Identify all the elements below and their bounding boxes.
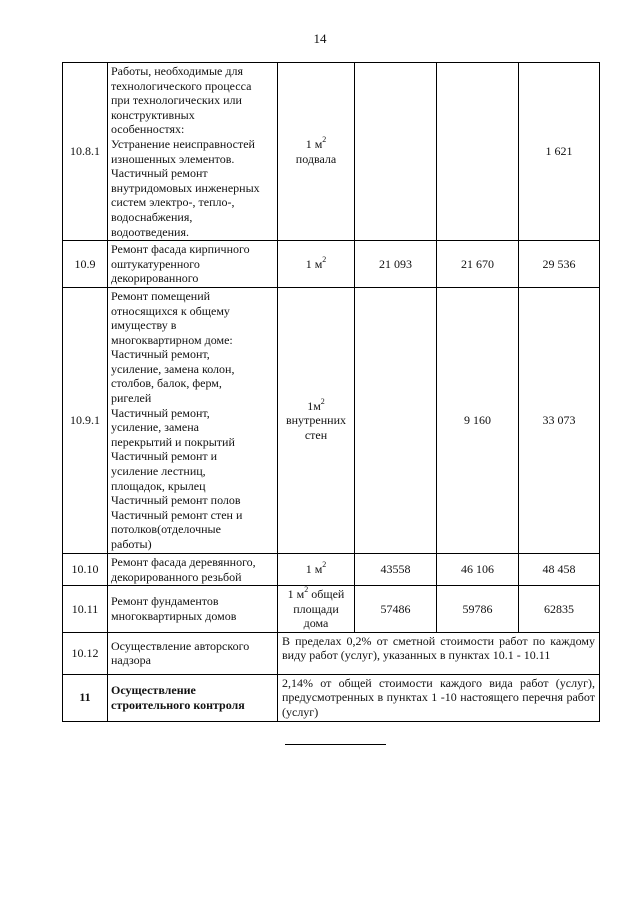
description-line: водоснабжения,	[111, 209, 193, 224]
description-line: усиление лестниц,	[111, 464, 206, 479]
description-line: декорированного	[111, 271, 199, 286]
description-line: Ремонт фундаментов	[111, 594, 219, 609]
description-line: Ремонт помещений	[111, 288, 211, 303]
description-line: Осуществление	[111, 683, 196, 698]
row-value-2: 9 160	[437, 287, 519, 553]
description-line: Осуществление авторского	[111, 638, 250, 653]
description-line: многоквартирных домов	[111, 608, 237, 623]
row-number: 10.12	[63, 632, 108, 674]
row-number: 10.10	[63, 553, 108, 585]
row-unit	[278, 586, 355, 633]
row-unit	[278, 553, 355, 585]
description-line: конструктивных	[111, 107, 195, 122]
superscript: 2	[320, 396, 325, 406]
row-value-1: 57486	[355, 586, 437, 633]
table-row	[63, 241, 600, 288]
row-note: 2,14% от общей стоимости каждого вида работ (услуг), предусмотренных в пунктах 1 -10 настоящего перечня работ (услуг)	[278, 674, 600, 721]
description-line: усиление, замена колон,	[111, 361, 235, 376]
unit-line: площади	[293, 601, 339, 616]
row-number: 11	[63, 674, 108, 721]
unit-line: $1м^2$	[307, 396, 325, 413]
row-value-3: 1 621	[519, 63, 600, 241]
table-row	[63, 553, 600, 585]
row-number: 10.11	[63, 586, 108, 633]
row-value-2	[437, 63, 519, 241]
row-unit	[278, 241, 355, 288]
description-line: Частичный ремонт,	[111, 405, 210, 420]
row-description	[108, 674, 278, 721]
description-line: работы)	[111, 537, 152, 551]
superscript: 2	[304, 585, 309, 595]
superscript: 2	[322, 134, 327, 144]
row-value-3: 62835	[519, 586, 600, 633]
description-line: Частичный ремонт стен и	[111, 507, 243, 522]
description-line: изношенных элементов.	[111, 151, 235, 166]
row-description	[108, 632, 278, 674]
row-number: 10.8.1	[63, 63, 108, 241]
row-description	[108, 586, 278, 633]
row-value-1	[355, 63, 437, 241]
unit-line: дома	[303, 616, 329, 631]
description-line: усиление, замена	[111, 420, 199, 435]
unit-line: подвала	[295, 151, 337, 166]
row-description	[108, 553, 278, 585]
description-line: строительного контроля	[111, 697, 245, 712]
row-value-3: 33 073	[519, 287, 600, 553]
description-line: относящихся к общему	[111, 303, 230, 318]
row-value-1	[355, 287, 437, 553]
row-value-1: 21 093	[355, 241, 437, 288]
description-line: имуществу в	[111, 318, 177, 333]
unit-line: 1 $м^2$	[305, 560, 327, 577]
table-row	[63, 586, 600, 633]
unit-line: стен	[304, 427, 328, 442]
row-value-2: 21 670	[437, 241, 519, 288]
row-number: 10.9	[63, 241, 108, 288]
row-description	[108, 63, 278, 241]
unit-line: внутренних	[285, 413, 347, 428]
superscript: 2	[322, 560, 327, 570]
page-number: 14	[313, 31, 327, 46]
description-line: перекрытий и покрытий	[111, 434, 235, 449]
price-table	[62, 62, 600, 722]
row-value-1: 43558	[355, 553, 437, 585]
description-line: особенностях:	[111, 122, 185, 137]
description-line: ригелей	[111, 391, 152, 406]
description-line: декорированного резьбой	[111, 569, 242, 584]
description-line: площадок, крылец	[111, 478, 206, 493]
description-line: надзора	[111, 653, 151, 668]
description-line: потолков(отделочные	[111, 522, 221, 537]
row-value-2: 46 106	[437, 553, 519, 585]
description-line: многоквартирном доме:	[111, 332, 233, 347]
description-line: Работы, необходимые для	[111, 64, 243, 78]
table-row	[63, 63, 600, 241]
footer-divider	[285, 744, 386, 745]
description-line: Частичный ремонт полов	[111, 493, 241, 508]
row-note: В пределах 0,2% от сметной стоимости работ по каждому виду работ (услуг), указанных в пунктах 10.1 - 10.11	[278, 632, 600, 674]
description-line: систем электро-, тепло-,	[111, 195, 235, 210]
unit-line: 1 $м^2$	[305, 134, 327, 151]
table-row	[63, 674, 600, 721]
description-line: Частичный ремонт и	[111, 449, 218, 464]
row-value-2: 59786	[437, 586, 519, 633]
unit-line: 1 $м^2$ общей	[287, 585, 345, 602]
unit-line: 1 $м^2$	[305, 254, 327, 271]
row-number: 10.9.1	[63, 287, 108, 553]
row-description	[108, 241, 278, 288]
description-line: при технологических или	[111, 93, 242, 108]
description-line: Устранение неисправностей	[111, 136, 255, 151]
row-description	[108, 287, 278, 553]
description-line: Частичный ремонт,	[111, 347, 210, 362]
description-line: столбов, балок, ферм,	[111, 376, 222, 391]
description-line: Частичный ремонт	[111, 166, 208, 181]
superscript: 2	[322, 254, 327, 264]
row-unit	[278, 63, 355, 241]
description-line: оштукатуренного	[111, 256, 200, 271]
row-value-3: 29 536	[519, 241, 600, 288]
table-row	[63, 632, 600, 674]
description-line: Ремонт фасада деревянного,	[111, 554, 256, 569]
description-line: Ремонт фасада кирпичного	[111, 242, 250, 257]
table-body	[63, 63, 600, 722]
row-unit	[278, 287, 355, 553]
description-line: технологического процесса	[111, 78, 252, 93]
table-row	[63, 287, 600, 553]
row-value-3: 48 458	[519, 553, 600, 585]
description-line: водоотведения.	[111, 224, 189, 239]
description-line: внутридомовых инженерных	[111, 180, 260, 195]
